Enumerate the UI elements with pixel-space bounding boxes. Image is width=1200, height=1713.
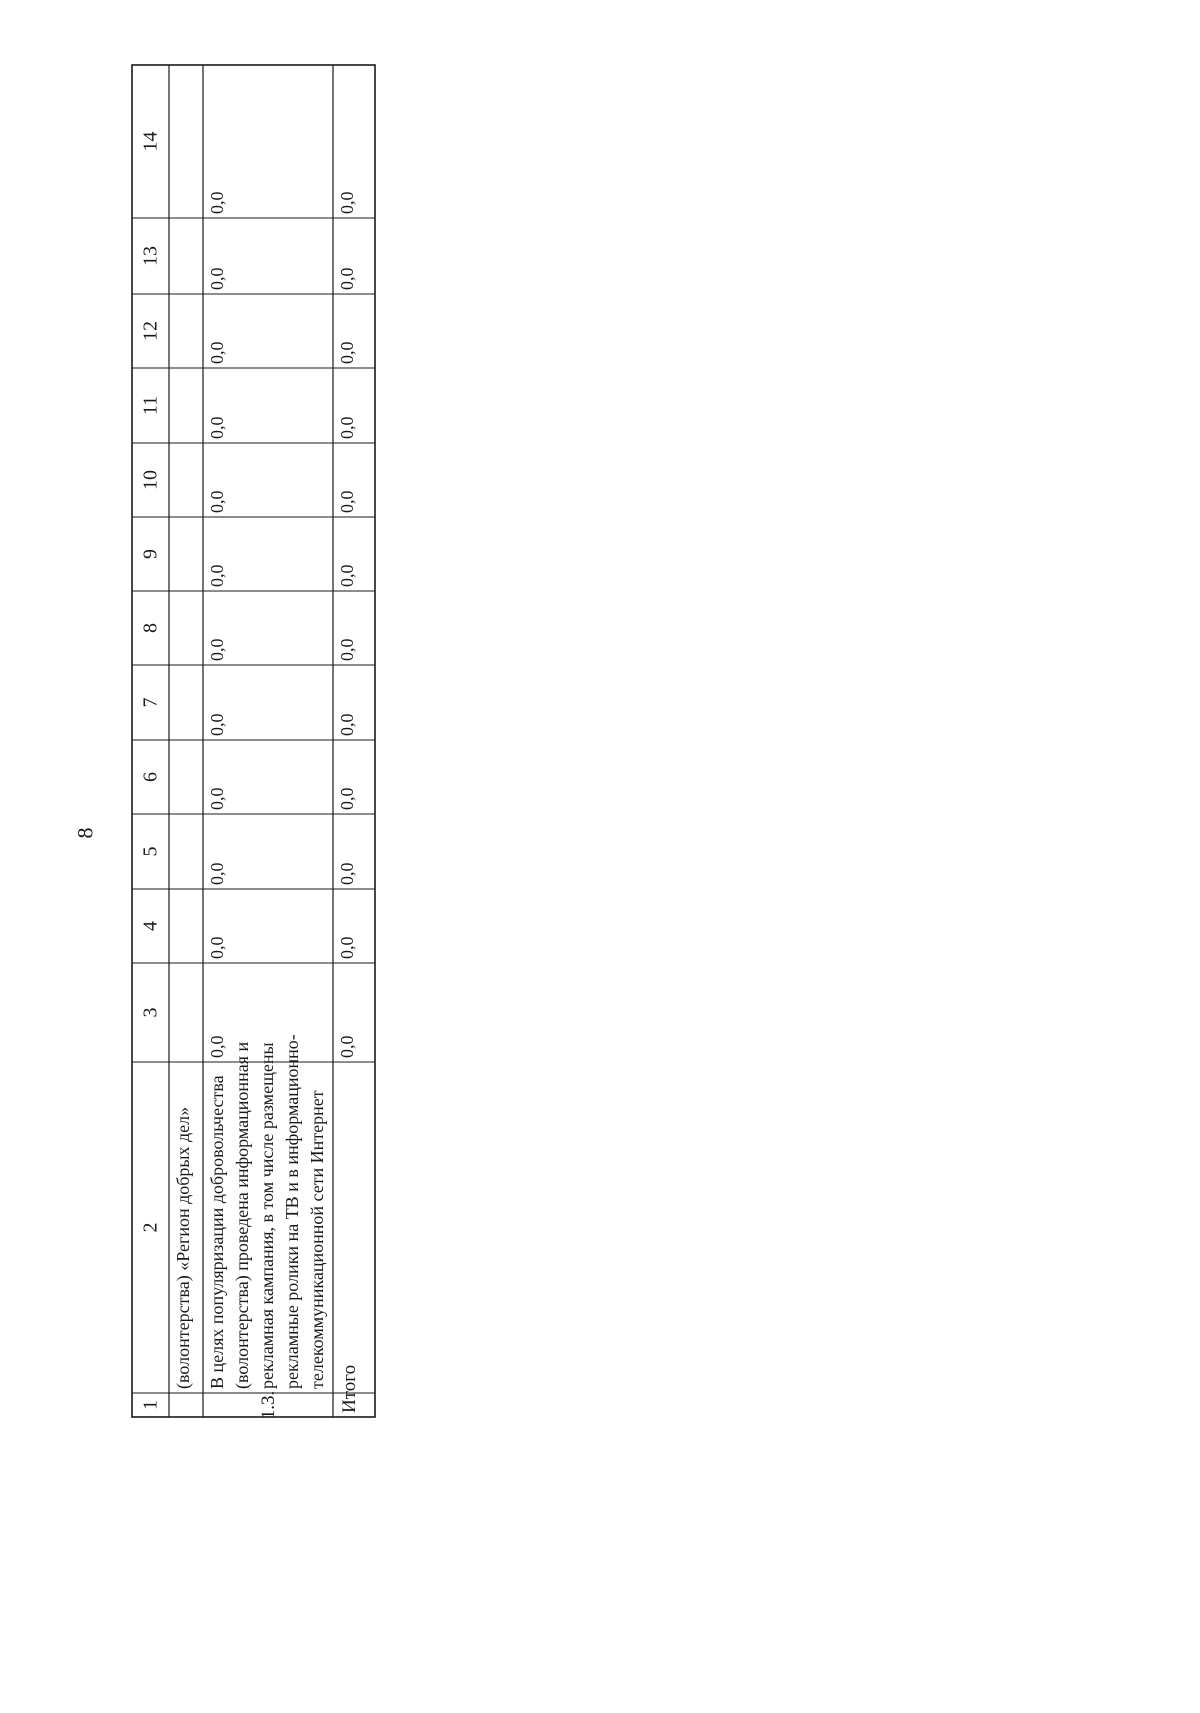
column-header: 3 [139, 1007, 162, 1018]
value-cell: 0,0 [337, 1035, 357, 1058]
description-text: телекоммуникационной сети Интернет [307, 1090, 327, 1389]
column-header: 11 [139, 395, 162, 416]
description-text: рекламная кампания, в том числе размещены [257, 1042, 277, 1389]
value-cell: 0,0 [337, 191, 357, 214]
value-cell: 0,0 [207, 787, 227, 810]
value-cell: 0,0 [337, 787, 357, 810]
value-cell: 0,0 [337, 862, 357, 885]
description-text: (волонтерства) проведена информационная и [232, 1041, 252, 1389]
column-header: 10 [139, 470, 162, 490]
description-text: рекламные ролики на ТВ и в информационно- [282, 1034, 302, 1389]
value-cell: 0,0 [207, 713, 227, 736]
total-label: Итого [339, 1364, 360, 1413]
value-cell: 0,0 [337, 267, 357, 290]
value-cell: 0,0 [207, 191, 227, 214]
column-header: 6 [139, 772, 162, 782]
row-number: 1.3. [258, 1390, 279, 1420]
column-header: 4 [139, 921, 162, 931]
value-cell: 0,0 [207, 862, 227, 885]
value-cell: 0,0 [207, 416, 227, 439]
column-header: 2 [139, 1222, 162, 1233]
column-header: 7 [139, 697, 162, 708]
value-cell: 0,0 [207, 638, 227, 661]
page-number: 8 [72, 827, 98, 839]
value-cell: 0,0 [207, 936, 227, 959]
column-header: 14 [139, 131, 162, 152]
value-cell: 0,0 [337, 638, 357, 661]
value-cell: 0,0 [337, 936, 357, 959]
column-header: 9 [139, 549, 162, 559]
value-cell: 0,0 [207, 564, 227, 587]
table-body [132, 65, 375, 1419]
column-header: 13 [139, 246, 162, 266]
value-cell: 0,0 [337, 490, 357, 513]
value-cell: 0,0 [337, 416, 357, 439]
value-cell: 0,0 [207, 267, 227, 290]
column-header: 5 [139, 846, 162, 857]
value-cell: 0,0 [207, 1035, 227, 1058]
value-cell: 0,0 [207, 341, 227, 364]
value-cell: 0,0 [207, 490, 227, 513]
description-text: (волонтерства) «Регион добрых дел» [173, 1106, 193, 1389]
column-header: 12 [139, 321, 162, 341]
value-cell: 0,0 [337, 341, 357, 364]
column-header: 1 [139, 1400, 162, 1410]
value-cell: 0,0 [337, 713, 357, 736]
description-text: В целях популяризации добровольчества [207, 1075, 227, 1389]
value-cell: 0,0 [337, 564, 357, 587]
column-header: 8 [139, 623, 162, 633]
